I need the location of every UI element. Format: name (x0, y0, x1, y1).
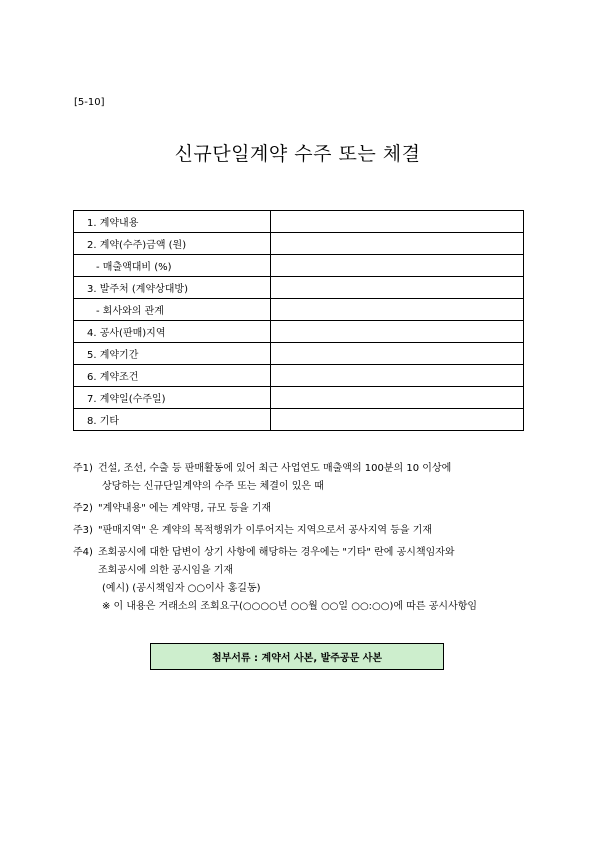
note-line: "계약내용" 에는 계약명, 규모 등을 기재 (98, 503, 272, 514)
table-row (74, 343, 524, 365)
note-4 (73, 544, 533, 616)
note-line: ※ 이 내용은 거래소의 조회요구(○○○○년 ○○월 ○○일 ○○:○○)에 따른 공시사항임 (102, 601, 478, 612)
note-line: 조회공시에 대한 답변이 상기 사항에 해당하는 경우에는 "기타" 란에 공시책임자와 (98, 547, 455, 558)
note-3 (73, 522, 533, 540)
table-row (74, 233, 524, 255)
notes (73, 460, 533, 620)
row-label-conditions: 6. 계약조건 (74, 365, 271, 387)
table-row (74, 387, 524, 409)
note-line: "판매지역" 은 계약의 목적행위가 이루어지는 지역으로서 공사지역 등을 기재 (98, 525, 433, 536)
table-row (74, 255, 524, 277)
row-value-relationship[interactable] (271, 299, 524, 321)
table-row (74, 277, 524, 299)
note-line: 건설, 조선, 수출 등 판매활동에 있어 최근 사업연도 매출액의 100분의 10 이상에 (98, 463, 452, 474)
note-mark: 주2) (73, 503, 93, 514)
row-value-conditions[interactable] (271, 365, 524, 387)
note-1 (73, 460, 533, 496)
row-label-contract-amount: 2. 계약(수주)금액 (원) (74, 233, 271, 255)
row-label-relationship: - 회사와의 관계 (74, 299, 271, 321)
disclosure-table (73, 210, 524, 431)
row-label-sales-ratio: - 매출액대비 (%) (74, 255, 271, 277)
row-value-sales-ratio[interactable] (271, 255, 524, 277)
row-label-client: 3. 발주처 (계약상대방) (74, 277, 271, 299)
note-line: 조회공시에 의한 공시임을 기재 (98, 565, 234, 576)
row-label-other: 8. 기타 (74, 409, 271, 431)
table-row (74, 409, 524, 431)
row-value-period[interactable] (271, 343, 524, 365)
row-value-contract-content[interactable] (271, 211, 524, 233)
row-label-region: 4. 공사(판매)지역 (74, 321, 271, 343)
row-value-region[interactable] (271, 321, 524, 343)
note-mark: 주4) (73, 547, 93, 558)
table-row (74, 211, 524, 233)
attachment-box: 첨부서류 : 계약서 사본, 발주공문 사본 (150, 643, 444, 670)
row-label-contract-date: 7. 계약일(수주일) (74, 387, 271, 409)
table-row (74, 299, 524, 321)
note-mark: 주1) (73, 463, 93, 474)
note-2 (73, 500, 533, 518)
note-line: 상당하는 신규단일계약의 수주 또는 체결이 있은 때 (102, 481, 324, 492)
row-value-contract-date[interactable] (271, 387, 524, 409)
note-line: (예시) (공시책임자 ○○이사 홍길동) (102, 583, 261, 594)
page-title: 신규단일계약 수주 또는 체결 (174, 143, 421, 165)
table-row (74, 321, 524, 343)
row-value-contract-amount[interactable] (271, 233, 524, 255)
row-label-contract-content: 1. 계약내용 (74, 211, 271, 233)
row-value-client[interactable] (271, 277, 524, 299)
table-row (74, 365, 524, 387)
row-label-period: 5. 계약기간 (74, 343, 271, 365)
note-mark: 주3) (73, 525, 93, 536)
form-code: [5-10] (74, 97, 105, 108)
row-value-other[interactable] (271, 409, 524, 431)
